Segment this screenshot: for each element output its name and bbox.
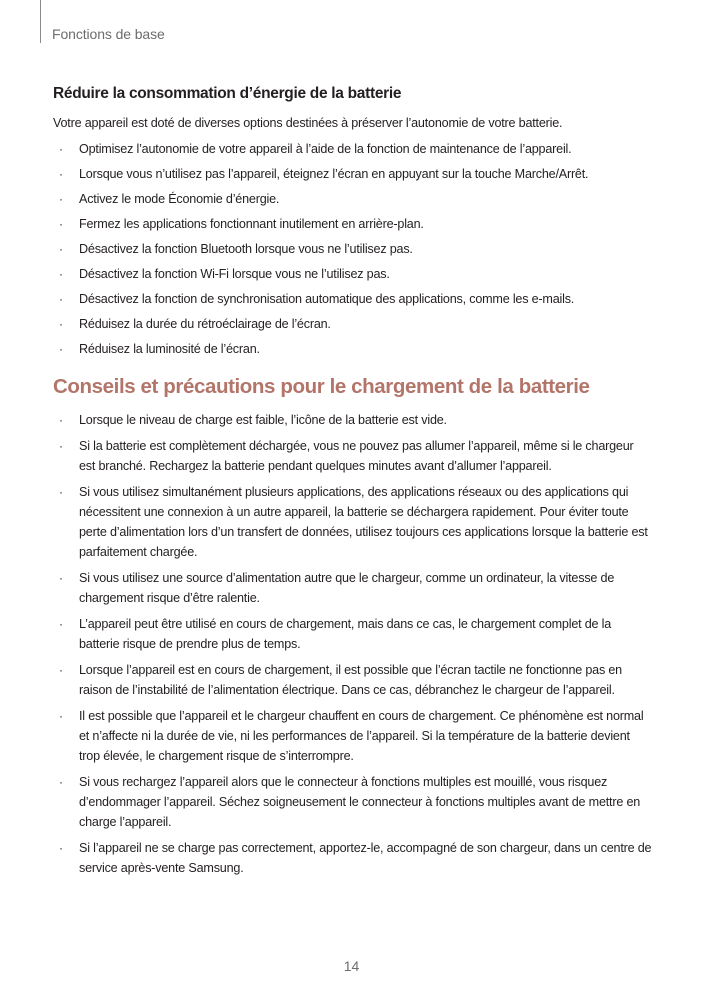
- bullet-dot: ·: [59, 267, 63, 281]
- list-item: [53, 568, 653, 608]
- list-item-text: Si la batterie est complètement déchargée, vous ne pouvez pas allumer l’appareil, même si le chargeur est branché. Rechargez la batterie pendant quelques minutes avant d’allumer l’appareil.: [79, 439, 634, 473]
- list-item-text: Lorsque vous n’utilisez pas l’appareil, éteignez l’écran en appuyant sur la touche Marche/Arrêt.: [79, 167, 589, 181]
- list-item-text: Activez le mode Économie d’énergie.: [79, 192, 280, 206]
- bullet-dot: ·: [59, 485, 63, 499]
- charging-tips-heading: Conseils et précautions pour le chargement de la batterie: [53, 375, 590, 398]
- battery-saving-heading: Réduire la consommation d’énergie de la batterie: [53, 85, 402, 102]
- list-item: [53, 410, 653, 430]
- list-item-text: Il est possible que l’appareil et le chargeur chauffent en cours de chargement. Ce phénomène est normal et n’affecte ni la durée de vie, ni les performances de l’appareil. Si la température de la batterie devient trop élevée, le chargement risque de s’interrompre.: [79, 709, 644, 763]
- bullet-dot: ·: [59, 439, 63, 453]
- list-item: [53, 772, 653, 832]
- list-item: [53, 482, 653, 562]
- list-item: [53, 706, 653, 766]
- bullet-dot: ·: [59, 242, 63, 256]
- list-item: [53, 239, 653, 259]
- list-item: [53, 614, 653, 654]
- page-number: 14: [343, 958, 360, 974]
- battery-saving-list: [53, 139, 653, 359]
- bullet-dot: ·: [59, 571, 63, 585]
- list-item-text: Si l’appareil ne se charge pas correctement, apportez-le, accompagné de son chargeur, dans un centre de service après-vente Samsung.: [79, 841, 652, 875]
- list-item: [53, 164, 653, 184]
- list-item-text: Si vous utilisez une source d’alimentation autre que le chargeur, comme un ordinateur, la vitesse de chargement risque d’être ralentie.: [79, 571, 615, 605]
- bullet-dot: ·: [59, 342, 63, 356]
- list-item-text: Si vous utilisez simultanément plusieurs applications, des applications réseaux ou des applications qui nécessitent une connexion à un autre appareil, la batterie se déchargera rapidement. Pour éviter toute perte d’alimentation lors d’un transfert de données, utilisez toujours ces applications lorsque la batterie est parfaitement chargée.: [79, 485, 648, 559]
- list-item-text: Désactivez la fonction Bluetooth lorsque vous ne l’utilisez pas.: [79, 242, 413, 256]
- list-item-text: Réduisez la durée du rétroéclairage de l’écran.: [79, 317, 331, 331]
- list-item: [53, 139, 653, 159]
- bullet-dot: ·: [59, 292, 63, 306]
- list-item: [53, 436, 653, 476]
- bullet-dot: ·: [59, 663, 63, 677]
- list-item-text: Réduisez la luminosité de l’écran.: [79, 342, 260, 356]
- list-item-text: Si vous rechargez l’appareil alors que le connecteur à fonctions multiples est mouillé, vous risquez d’endommager l’appareil. Séchez soigneusement le connecteur à fonctions multiples avant de mettre en charge l’appareil.: [79, 775, 641, 829]
- list-item: [53, 838, 653, 878]
- bullet-dot: ·: [59, 617, 63, 631]
- page-content: [53, 84, 653, 884]
- header-rule: [40, 0, 41, 43]
- list-item: [53, 339, 653, 359]
- list-item: [53, 214, 653, 234]
- list-item-text: Fermez les applications fonctionnant inutilement en arrière-plan.: [79, 217, 424, 231]
- bullet-dot: ·: [59, 167, 63, 181]
- charging-tips-list: [53, 410, 653, 878]
- bullet-dot: ·: [59, 142, 63, 156]
- bullet-dot: ·: [59, 413, 63, 427]
- bullet-dot: ·: [59, 775, 63, 789]
- list-item-text: Lorsque l’appareil est en cours de chargement, il est possible que l’écran tactile ne fonctionne pas en raison de l’instabilité de l’alimentation électrique. Dans ce cas, débranchez le chargeur de l’appareil.: [79, 663, 622, 697]
- bullet-dot: ·: [59, 217, 63, 231]
- list-item-text: Désactivez la fonction de synchronisation automatique des applications, comme les e-mails.: [79, 292, 575, 306]
- battery-saving-intro: Votre appareil est doté de diverses options destinées à préserver l’autonomie de votre batterie.: [53, 116, 563, 130]
- bullet-dot: ·: [59, 192, 63, 206]
- list-item-text: L’appareil peut être utilisé en cours de chargement, mais dans ce cas, le chargement complet de la batterie risque de prendre plus de temps.: [79, 617, 612, 651]
- list-item: [53, 314, 653, 334]
- bullet-dot: ·: [59, 709, 63, 723]
- bullet-dot: ·: [59, 841, 63, 855]
- bullet-dot: ·: [59, 317, 63, 331]
- running-header: Fonctions de base: [52, 26, 165, 42]
- list-item: [53, 660, 653, 700]
- list-item: [53, 289, 653, 309]
- list-item: [53, 189, 653, 209]
- list-item: [53, 264, 653, 284]
- list-item-text: Optimisez l’autonomie de votre appareil à l’aide de la fonction de maintenance de l’appareil.: [79, 142, 572, 156]
- list-item-text: Désactivez la fonction Wi-Fi lorsque vous ne l’utilisez pas.: [79, 267, 390, 281]
- list-item-text: Lorsque le niveau de charge est faible, l’icône de la batterie est vide.: [79, 413, 447, 427]
